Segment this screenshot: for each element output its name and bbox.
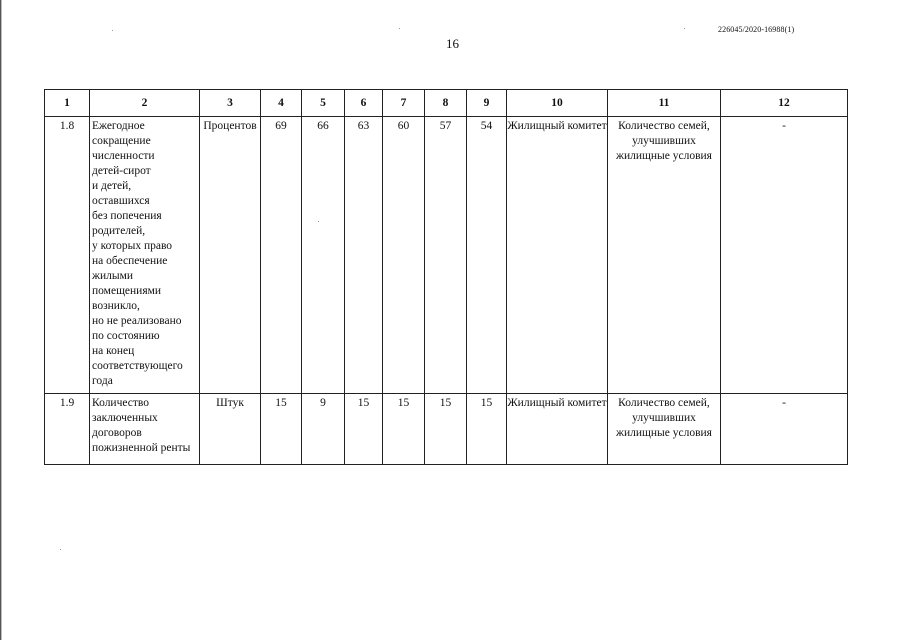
column-header: 7	[383, 90, 425, 117]
indicators-table	[44, 89, 848, 465]
column-header: 8	[425, 90, 467, 117]
row-indicator: Количество семей, улучшивших жилищные условия	[608, 117, 721, 394]
scan-speck	[684, 28, 685, 29]
row-value-4: 15	[261, 394, 302, 465]
column-header: 4	[261, 90, 302, 117]
column-header: 12	[721, 90, 848, 117]
row-value-8: 57	[425, 117, 467, 394]
row-value-9: 15	[467, 394, 507, 465]
row-value-8: 15	[425, 394, 467, 465]
table-row	[45, 394, 848, 465]
row-unit: Штук	[200, 394, 261, 465]
row-value-5: 66	[302, 117, 345, 394]
column-header: 1	[45, 90, 90, 117]
row-value-9: 54	[467, 117, 507, 394]
row-unit: Процентов	[200, 117, 261, 394]
column-header: 10	[507, 90, 608, 117]
row-description: Ежегодное сокращение численности детей-сирот и детей, оставшихся без попечения родителей, у которых право на обеспечение жилыми помещениями возникло, но не реализовано по состоянию на конец соответствующего года	[90, 117, 200, 394]
column-header: 11	[608, 90, 721, 117]
page-number: 16	[446, 36, 459, 51]
row-value-7: 15	[383, 394, 425, 465]
row-value-6: 63	[345, 117, 383, 394]
column-header: 5	[302, 90, 345, 117]
row-responsible: Жилищный комитет	[507, 394, 608, 465]
row-number: 1.8	[45, 117, 90, 394]
scan-speck	[60, 549, 61, 550]
table-header-row	[45, 90, 848, 117]
row-number: 1.9	[45, 394, 90, 465]
scan-left-edge	[0, 0, 3, 640]
scan-speck	[399, 28, 400, 29]
scan-speck	[112, 30, 113, 31]
row-description: Количество заключенных договоров пожизненной ренты	[90, 394, 200, 465]
row-value-6: 15	[345, 394, 383, 465]
column-header: 3	[200, 90, 261, 117]
row-note: -	[721, 117, 848, 394]
document-id: 226045/2020-16988(1)	[718, 25, 795, 34]
row-value-7: 60	[383, 117, 425, 394]
row-note: -	[721, 394, 848, 465]
row-value-4: 69	[261, 117, 302, 394]
column-header: 2	[90, 90, 200, 117]
row-responsible: Жилищный комитет	[507, 117, 608, 394]
table-row	[45, 117, 848, 394]
row-indicator: Количество семей, улучшивших жилищные условия	[608, 394, 721, 465]
column-header: 9	[467, 90, 507, 117]
column-header: 6	[345, 90, 383, 117]
row-value-5: 9	[302, 394, 345, 465]
